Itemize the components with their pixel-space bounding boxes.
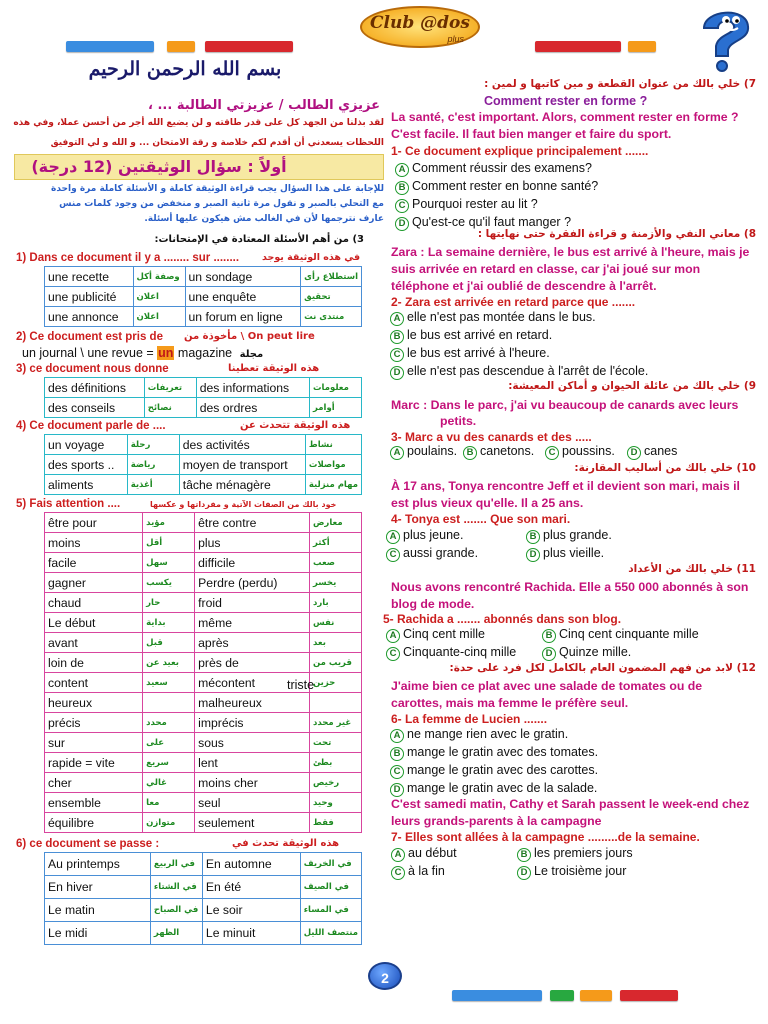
table-cell: gagner [45, 573, 143, 593]
option-text: Le troisième jour [534, 863, 627, 878]
option-letter-icon: B [542, 629, 556, 643]
intro-line-1: لقد بذلنا من الجهد كل على قدر طاقته و لن يضيع الله أجر من أحسن عملا، وفي هذه [13, 118, 384, 128]
option-letter-icon: D [627, 446, 641, 460]
s7-question: 1- Ce document explique principalement ....... [391, 144, 649, 158]
table-cell: sous [195, 733, 310, 753]
table-cell: plus [195, 533, 310, 553]
option-text: aussi grande. [403, 545, 479, 560]
table-row [45, 378, 362, 398]
s7-text-1: La santé, c'est important. Alors, comment rester en forme ? [391, 110, 739, 124]
option-text: canes [644, 444, 678, 458]
section-title: أولاً : سؤال الوثيقتين (12 درجة) [31, 157, 287, 176]
table-cell: chaud [45, 593, 143, 613]
q1-heading: 1) Dans ce document il y a ........ sur ........ [16, 252, 240, 264]
s9-text-1: Marc : Dans le parc, j'ai vu beaucoup de canards avec leurs [391, 398, 739, 412]
option-letter-icon: D [390, 783, 404, 797]
option-letter-icon: A [386, 530, 400, 544]
option-text: Comment réussir des examens? [412, 161, 592, 175]
q3-heading: 3) ce document nous donne [16, 363, 169, 375]
table-cell: بعيد عن [143, 653, 195, 673]
table-cell: Le minuit [202, 922, 300, 945]
table-cell: heureux [45, 693, 143, 713]
q2-heading: 2) Ce document est pris de [16, 331, 163, 343]
q5-triste: triste [287, 678, 315, 692]
s8-arabic: 8) معاني النفي والأزمنة و قراءة الفقرة حتى نهايتها : [477, 228, 756, 240]
table-cell: un forum en ligne [185, 307, 301, 327]
answer-option[interactable] [391, 846, 457, 862]
answer-option[interactable] [542, 645, 631, 661]
answer-option[interactable] [390, 763, 598, 779]
deco-bar-blue [66, 41, 154, 52]
q4-arabic: هذه الوثيقة تتحدث عن [240, 420, 351, 431]
answer-option[interactable] [526, 546, 604, 562]
table-cell: content [45, 673, 143, 693]
table-cell: équilibre [45, 813, 143, 833]
table-cell: tâche ménagère [179, 475, 305, 495]
table-cell: قبل [143, 633, 195, 653]
table-row [45, 899, 362, 922]
table-cell: وصفة أكل [133, 267, 185, 287]
answer-option[interactable] [386, 627, 485, 643]
option-letter-icon: D [395, 217, 409, 231]
table-cell: près de [195, 653, 310, 673]
q2-arabic-word: مجلة [239, 349, 264, 360]
option-letter-icon: A [390, 729, 404, 743]
answer-option[interactable] [390, 745, 598, 761]
option-text: Comment rester en bonne santé? [412, 179, 599, 193]
table-cell: فقط [310, 813, 362, 833]
deco-bar-red-right [535, 41, 621, 52]
option-letter-icon: C [391, 866, 405, 880]
q1-table [44, 266, 362, 327]
table-cell: ensemble [45, 793, 143, 813]
answer-option[interactable] [395, 197, 538, 213]
option-text: Pourquoi rester au lit ? [412, 197, 538, 211]
option-letter-icon: B [390, 330, 404, 344]
table-cell: معارض [310, 513, 362, 533]
option-letter-icon: D [517, 866, 531, 880]
q3-table [44, 377, 362, 418]
table-cell: une publicité [45, 287, 134, 307]
table-cell: Perdre (perdu) [195, 573, 310, 593]
option-letter-icon: C [390, 348, 404, 362]
s11-text-2: blog de mode. [391, 597, 475, 611]
page-number: 2 [368, 962, 402, 990]
table-cell: منتدى نت [301, 307, 362, 327]
s12-text-2: carottes, mais ma femme le préfère seul. [391, 696, 629, 710]
table-cell: seul [195, 793, 310, 813]
table-row [45, 593, 362, 613]
option-letter-icon: C [395, 199, 409, 213]
table-row [45, 773, 362, 793]
table-cell: En hiver [45, 876, 151, 899]
footer-bar-blue [452, 990, 542, 1001]
option-letter-icon: A [391, 848, 405, 862]
option-text: Quinze mille. [559, 644, 632, 659]
option-text: poussins. [562, 444, 615, 458]
table-row [45, 455, 362, 475]
table-cell: Au printemps [45, 853, 151, 876]
table-cell: بطئ [310, 753, 362, 773]
q2-text-a: un journal \ une revue = [22, 346, 158, 360]
table-cell: تعريفات [144, 378, 196, 398]
answer-option[interactable] [526, 528, 612, 544]
answer-option[interactable] [542, 627, 699, 643]
option-text: mange le gratin avec des tomates. [407, 745, 599, 759]
s7-text-2: C'est facile. Il faut bien manger et faire du sport. [391, 127, 672, 141]
table-cell: précis [45, 713, 143, 733]
table-cell: نشاط [305, 435, 361, 455]
table-cell: une annonce [45, 307, 134, 327]
q5-arabic: خود بالك من الصفات الآتية و مفرداتها و عكسها [150, 500, 337, 509]
answer-option[interactable] [390, 346, 550, 362]
answer-option[interactable] [390, 781, 597, 797]
table-row [45, 513, 362, 533]
table-cell: حزين [310, 673, 362, 693]
table-cell: être pour [45, 513, 143, 533]
table-cell: lent [195, 753, 310, 773]
table-cell: معلومات [310, 378, 362, 398]
answer-option[interactable] [386, 528, 463, 544]
option-letter-icon: C [386, 548, 400, 562]
s11-arabic: 11) خلي بالك من الأعداد [628, 563, 756, 575]
table-row [45, 287, 362, 307]
table-cell: En été [202, 876, 300, 899]
option-letter-icon: A [390, 446, 404, 460]
table-cell: استطلاع رأى [301, 267, 362, 287]
table-row [45, 633, 362, 653]
deco-bar-orange [167, 41, 195, 52]
table-cell: seulement [195, 813, 310, 833]
option-letter-icon: B [517, 848, 531, 862]
table-cell: في الشتاء [150, 876, 202, 899]
table-cell: معا [143, 793, 195, 813]
option-text: les premiers jours [534, 846, 633, 860]
table-cell: sur [45, 733, 143, 753]
footer-bar-green [550, 990, 574, 1001]
answer-option[interactable] [395, 161, 592, 177]
table-row [45, 475, 362, 495]
table-cell: في الربيع [150, 853, 202, 876]
option-letter-icon: C [386, 647, 400, 661]
answer-option[interactable] [390, 310, 596, 326]
q6-arabic: هذه الوثيقة تحدث في [232, 838, 340, 849]
table-cell: Le midi [45, 922, 151, 945]
option-letter-icon: B [395, 181, 409, 195]
table-cell: اعلان [133, 307, 185, 327]
s12-arabic: 12) لابد من فهم المضمون العام بالكامل لكل فرد على حدة: [449, 662, 756, 674]
table-cell: أغذية [127, 475, 179, 495]
table-cell: difficile [195, 553, 310, 573]
table-cell: cher [45, 773, 143, 793]
table-row [45, 713, 362, 733]
s8-text-2: suis arrivée en retard en classe, car j'ai joué sur mon [391, 262, 701, 276]
s9-text-2: petits. [440, 414, 477, 428]
option-text: mange le gratin avec des carottes. [407, 763, 599, 777]
table-cell: على [143, 733, 195, 753]
s10-text-2: est plus vieux qu'elle. Il a 25 ans. [391, 496, 584, 510]
s7-arabic: 7) خلي بالك من عنوان القطعة و مين كاتبها و لمين : [484, 78, 756, 90]
option-letter-icon: C [390, 765, 404, 779]
table-cell: الظهر [150, 922, 202, 945]
option-text: Cinq cent cinquante mille [559, 627, 699, 641]
advice-line-3: عارف نترجمها لأن في الغالب مش هيكون عليها أسئلة. [144, 214, 384, 224]
table-row [45, 553, 362, 573]
answer-option[interactable] [390, 727, 568, 743]
s11-text-1: Nous avons rencontré Rachida. Elle a 550 000 abonnés à son [391, 580, 749, 594]
option-letter-icon: B [463, 446, 477, 460]
table-cell: des définitions [45, 378, 145, 398]
table-cell: une recette [45, 267, 134, 287]
table-cell: في الصيف [300, 876, 361, 899]
question-mark-mascot-icon [690, 4, 760, 72]
answer-option[interactable] [390, 364, 648, 380]
table-cell: imprécis [195, 713, 310, 733]
table-cell: froid [195, 593, 310, 613]
table-cell: حار [143, 593, 195, 613]
table-row [45, 398, 362, 418]
answer-option[interactable] [395, 179, 598, 195]
table-row [45, 613, 362, 633]
s8-text-3: téléphone et j'ai oublié de descendre à l'arrêt. [391, 279, 657, 293]
answer-option[interactable] [517, 846, 633, 862]
table-cell: مواصلات [305, 455, 361, 475]
option-letter-icon: B [526, 530, 540, 544]
q5-heading: 5) Fais attention .... [16, 498, 121, 510]
table-cell: منتصف الليل [300, 922, 361, 945]
table-row [45, 267, 362, 287]
s12-text-1: J'aime bien ce plat avec une salade de tomates ou de [391, 679, 703, 693]
option-text: canetons. [480, 444, 535, 458]
table-cell: rapide = vite [45, 753, 143, 773]
table-cell: être contre [195, 513, 310, 533]
footer-bar-red [620, 990, 678, 1001]
q6-heading: 6) ce document se passe : [16, 838, 160, 850]
option-text: mange le gratin avec de la salade. [407, 781, 598, 795]
answer-option[interactable] [545, 444, 615, 460]
s13-text-2: leurs grands-parents à la campagne [391, 814, 602, 828]
table-cell: loin de [45, 653, 143, 673]
table-cell: facile [45, 553, 143, 573]
s8-question: 2- Zara est arrivée en retard parce que ....... [391, 295, 636, 309]
option-letter-icon: D [542, 647, 556, 661]
s9-question: 3- Marc a vu des canards et des ..... [391, 430, 592, 444]
q3-arabic: هذه الوثيقة تعطينا [228, 363, 320, 374]
answer-option[interactable] [627, 444, 677, 460]
table-cell: رحلة [127, 435, 179, 455]
table-cell: des informations [196, 378, 309, 398]
option-text: plus jeune. [403, 528, 464, 542]
s7-title: Comment rester en forme ? [484, 94, 648, 108]
table-cell: وحيد [310, 793, 362, 813]
table-cell: بداية [143, 613, 195, 633]
table-row [45, 733, 362, 753]
table-cell: بعد [310, 633, 362, 653]
q6-table [44, 852, 362, 945]
table-cell: un voyage [45, 435, 128, 455]
table-cell: يكسب [143, 573, 195, 593]
option-text: à la fin [408, 863, 445, 878]
table-cell: un sondage [185, 267, 301, 287]
table-row [45, 573, 362, 593]
table-cell: des activités [179, 435, 305, 455]
option-text: Cinq cent mille [403, 627, 485, 641]
s11-question: 5- Rachida a ....... abonnés dans son blog. [383, 612, 622, 626]
option-letter-icon: A [390, 312, 404, 326]
option-letter-icon: A [395, 163, 409, 177]
answer-option[interactable] [391, 864, 445, 880]
table-cell: رياضة [127, 455, 179, 475]
table-cell: اعلان [133, 287, 185, 307]
option-letter-icon: D [390, 366, 404, 380]
table-cell: moins [45, 533, 143, 553]
option-text: ne mange rien avec le gratin. [407, 727, 569, 741]
table-row [45, 793, 362, 813]
option-text: Qu'est-ce qu'il faut manger ? [412, 215, 572, 229]
option-text: poulains. [407, 444, 458, 458]
deco-bar-orange-right [628, 41, 656, 52]
q4-heading: 4) Ce document parle de .... [16, 420, 166, 432]
table-cell: Le soir [202, 899, 300, 922]
q2-text-b: magazine [174, 346, 233, 360]
table-cell: نفس [310, 613, 362, 633]
q4-table [44, 434, 362, 495]
option-text: au début [408, 846, 457, 860]
intro-line-2: اللحظات يسعدني أن أقدم لكم خلاصة و رقة الامتحان ... و الله و لي التوفيق [50, 138, 384, 148]
table-cell: des conseils [45, 398, 145, 418]
answer-option[interactable] [386, 546, 478, 562]
s10-question: 4- Tonya est ....... Que son mari. [391, 512, 571, 526]
option-text: elle n'est pas descendue à l'arrêt de l'école. [407, 364, 649, 378]
answer-option[interactable] [463, 444, 534, 460]
answer-option[interactable] [517, 864, 626, 880]
q5-table [44, 512, 362, 833]
table-cell: غير محدد [310, 713, 362, 733]
q1-arabic: في هذه الوثيقة يوجد [262, 252, 361, 263]
table-row [45, 307, 362, 327]
q2-un: un [158, 346, 174, 360]
answer-option[interactable] [386, 645, 516, 661]
table-cell: مؤيد [143, 513, 195, 533]
table-cell: في المساء [300, 899, 361, 922]
table-cell: même [195, 613, 310, 633]
bismillah: بسم الله الرحمن الرحيم [88, 58, 282, 80]
option-text: elle n'est pas montée dans le bus. [407, 310, 596, 324]
table-cell: في الصباح [150, 899, 202, 922]
table-row [45, 876, 362, 899]
table-cell [310, 693, 362, 713]
table-cell: قريب من [310, 653, 362, 673]
table-row [45, 693, 362, 713]
table-cell: غالي [143, 773, 195, 793]
table-cell: Le début [45, 613, 143, 633]
table-cell: مهام منزلية [305, 475, 361, 495]
s10-text-1: À 17 ans, Tonya rencontre Jeff et il devient son mari, mais il [391, 479, 740, 493]
table-row [45, 533, 362, 553]
table-cell: des ordres [196, 398, 309, 418]
table-cell: aliments [45, 475, 128, 495]
table-cell: تحت [310, 733, 362, 753]
table-cell: أكثر [310, 533, 362, 553]
q2-line [22, 346, 263, 360]
table-cell: avant [45, 633, 143, 653]
table-cell: تحقيق [301, 287, 362, 307]
table-cell: En automne [202, 853, 300, 876]
table-cell: سعيد [143, 673, 195, 693]
s12-question: 6- La femme de Lucien ....... [391, 712, 548, 726]
club-ados-logo: Club @dos plus [360, 6, 480, 48]
advice-line-2: مع التحلي بالصبر و نقول مرة ثانية الصبر و منخفض من وجود كلمات منس [59, 199, 384, 209]
option-letter-icon: D [526, 548, 540, 562]
s13-text-1: C'est samedi matin, Cathy et Sarah passent le week-end chez [391, 797, 750, 811]
table-row [45, 435, 362, 455]
table-cell: سهل [143, 553, 195, 573]
table-cell: une enquête [185, 287, 301, 307]
table-row [45, 753, 362, 773]
table-cell [143, 693, 195, 713]
table-cell: متوازن [143, 813, 195, 833]
table-cell: صعب [310, 553, 362, 573]
answer-option[interactable] [390, 444, 457, 460]
table-cell: mécontent [195, 673, 310, 693]
option-text: le bus est arrivé en retard. [407, 328, 553, 342]
table-row [45, 813, 362, 833]
deco-bar-red [205, 41, 293, 52]
option-text: Cinquante-cinq mille [403, 644, 517, 659]
table-cell: يخسر [310, 573, 362, 593]
option-text: plus grande. [543, 528, 612, 542]
table-cell: رخيص [310, 773, 362, 793]
table-row [45, 653, 362, 673]
table-cell: أوامر [310, 398, 362, 418]
s10-arabic: 10) خلي بالك من أساليب المقارنة: [574, 462, 756, 474]
option-letter-icon: A [386, 629, 400, 643]
table-cell: في الخريف [300, 853, 361, 876]
table-cell: نصائح [144, 398, 196, 418]
common-questions-label: 3) من أهم الأسئلة المعتادة في الإمتحانات: [154, 234, 364, 245]
table-cell: moins cher [195, 773, 310, 793]
option-text: le bus est arrivé à l'heure. [407, 346, 550, 360]
advice-line-1: للإجابة على هذا السؤال يجب قراءة الوثيقة كاملة و الأسئلة كاملة مرة واحدة [51, 184, 384, 194]
table-row [45, 922, 362, 945]
table-cell: malheureux [195, 693, 310, 713]
table-cell: بارد [310, 593, 362, 613]
option-text: plus vieille. [543, 545, 605, 560]
s9-arabic: 9) خلي بالك من عائلة الحيوان و أماكن المعيشة: [508, 380, 756, 392]
footer-bar-orange [580, 990, 612, 1001]
table-row [45, 853, 362, 876]
answer-option[interactable] [390, 328, 552, 344]
table-cell: après [195, 633, 310, 653]
q2-arabic: مأخوذة من \ On peut lire [184, 331, 315, 342]
greeting: عزيزي الطالب / عزيزتي الطالبة ... ، [148, 98, 380, 113]
s8-text-1: Zara : La semaine dernière, le bus est arrivé à l'heure, mais je [391, 245, 750, 259]
table-cell: Le matin [45, 899, 151, 922]
table-cell: moyen de transport [179, 455, 305, 475]
table-cell: أقل [143, 533, 195, 553]
s13-question: 7- Elles sont allées à la campagne .........de la semaine. [391, 830, 700, 844]
table-cell: des sports .. [45, 455, 128, 475]
option-letter-icon: C [545, 446, 559, 460]
table-cell: محدد [143, 713, 195, 733]
option-letter-icon: B [390, 747, 404, 761]
table-cell: سريع [143, 753, 195, 773]
